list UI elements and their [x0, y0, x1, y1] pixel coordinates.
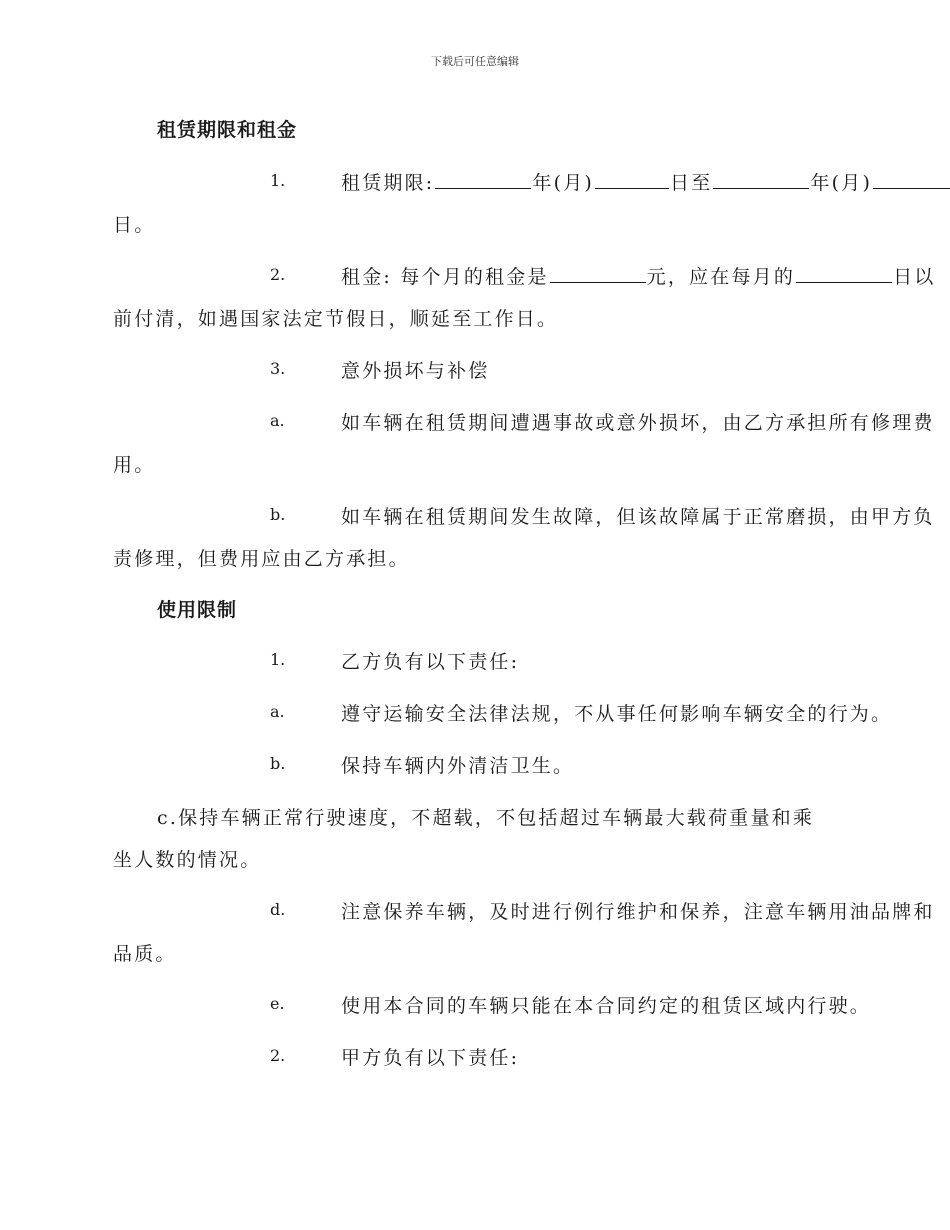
clause-continuation: 日。 — [113, 214, 156, 236]
clause-number: 2. — [270, 265, 286, 284]
clause-number: a. — [270, 411, 285, 430]
rent-period-label: 租赁期限: — [341, 172, 435, 194]
blank-field[interactable] — [435, 170, 531, 189]
clause-text: 保持车辆内外清洁卫生。 — [341, 755, 575, 777]
clause-continuation: 品质。 — [113, 943, 177, 965]
section-title-rent: 租赁期限和租金 — [157, 119, 298, 141]
blank-field[interactable] — [713, 170, 809, 189]
clause-number: 1. — [270, 650, 286, 669]
year-month-label: 年(月) — [810, 172, 873, 194]
blank-field[interactable] — [550, 264, 646, 283]
clause-continuation: 用。 — [113, 454, 156, 476]
blank-field[interactable] — [873, 170, 950, 189]
clause-text: 遵守运输安全法律法规，不从事任何影响车辆安全的行为。 — [341, 703, 893, 725]
clause-text: 乙方负有以下责任: — [341, 651, 520, 673]
clause-text: 使用本合同的车辆只能在本合同约定的租赁区域内行驶。 — [341, 995, 872, 1017]
blank-field[interactable] — [595, 170, 669, 189]
rent-amount-label: 租金: 每个月的租金是 — [341, 266, 549, 288]
clause-text: 甲方负有以下责任: — [341, 1047, 520, 1069]
day-to-label: 日至 — [670, 172, 713, 194]
page-header: 下载后可任意编辑 — [431, 55, 519, 68]
clause-text: 如车辆在租赁期间发生故障，但该故障属于正常磨损，由甲方负 — [341, 506, 935, 528]
blank-field[interactable] — [796, 264, 892, 283]
section-title-use: 使用限制 — [157, 599, 238, 621]
year-month-label: 年(月) — [532, 172, 595, 194]
clause-number: a. — [270, 702, 285, 721]
clause-text: 注意保养车辆，及时进行例行维护和保养，注意车辆用油品牌和 — [341, 901, 935, 923]
clause-number: b. — [270, 754, 286, 773]
clause-number: 3. — [270, 359, 286, 378]
clause-text — [341, 262, 935, 289]
day-label: 日以 — [893, 266, 936, 288]
clause-number: d. — [270, 900, 286, 919]
clause-continuation: 责修理，但费用应由乙方承担。 — [113, 548, 410, 570]
clause-text — [341, 168, 950, 195]
clause-number: b. — [270, 505, 286, 524]
clause-number: 1. — [270, 171, 286, 190]
clause-continuation: 坐人数的情况。 — [113, 849, 262, 871]
yuan-label: 元，应在每月的 — [646, 266, 796, 288]
clause-continuation: 前付清，如遇国家法定节假日，顺延至工作日。 — [113, 308, 559, 330]
clause-number: e. — [270, 994, 285, 1013]
clause-duty-c: c.保持车辆正常行驶速度，不超载，不包括超过车辆最大载荷重量和乘 — [157, 807, 815, 829]
clause-text: 如车辆在租赁期间遭遇事故或意外损坏，由乙方承担所有修理费 — [341, 412, 935, 434]
clause-number: 2. — [270, 1046, 286, 1065]
clause-text: 意外损坏与补偿 — [341, 360, 490, 382]
